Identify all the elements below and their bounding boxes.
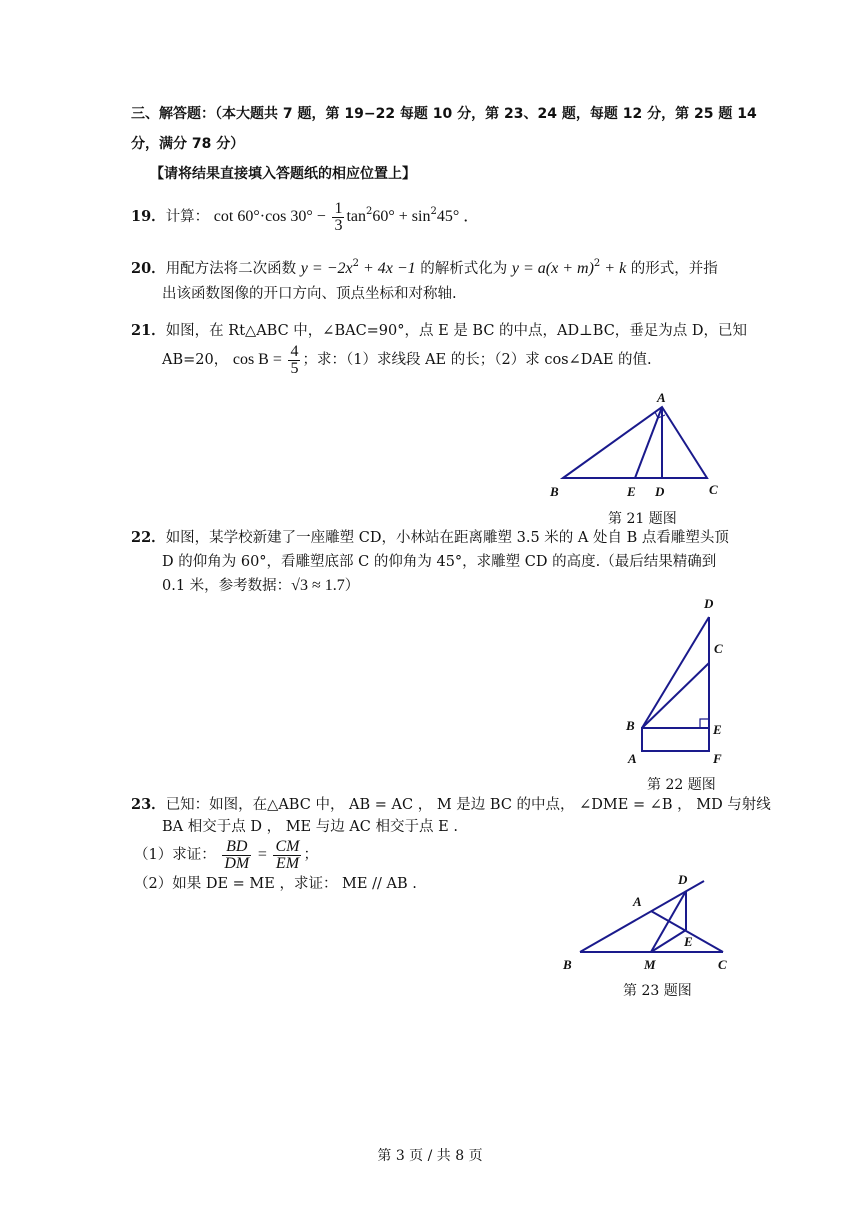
section-instruction: 【请将结果直接填入答题纸的相应位置上】 [150,166,416,182]
question-23-line2: BA 相交于点 D ， ME 与边 AC 相交于点 E . [162,819,458,835]
fig23-label-d: D [678,872,688,887]
fig22-label-c: C [714,641,723,656]
question-21-line2 [162,343,652,377]
section-title-line1: 三、解答题：（本大题共 7 题，第 19−22 每题 10 分，第 23、24 题，每题 12 分，第 25 题 14 [131,106,757,122]
q22-text3b: ） [344,578,360,594]
fig21-label-a: A [657,390,666,405]
figure-22 [620,595,730,770]
q21-fraction [288,344,300,377]
fraction-denominator: 5 [290,359,299,377]
fig22-rect-abef [642,728,709,751]
q22-text3a: 0.1 米，参考数据： [162,578,292,594]
q20-formula1-sup: 2 [352,258,359,269]
q23-fraction-bd-dm [222,839,251,872]
q21-cos: cos B = [232,351,282,368]
q23-equals: = [257,846,267,863]
q23-text1: 已知：如图，在△ABC 中， AB = AC ， M 是边 BC 的中点， ∠DME = ∠B ， MD 与射线 [165,797,771,813]
q20-text1: 用配方法将二次函数 [165,261,297,277]
fig23-label-e: E [684,934,693,949]
question-23-part1 [134,838,318,872]
q23-part1-lead: （1）求证： [134,847,216,863]
fraction-numerator: CM [275,837,300,855]
question-21-line1 [131,320,747,342]
question-20-line1 [131,258,718,280]
q22-sqrt-ref: √3 ≈ 1.7 [291,577,345,594]
q19-sup2: 2 [430,206,437,217]
fig21-label-c: C [709,482,718,497]
fig22-right-angle-mark [700,719,709,728]
q19-sup1: 2 [365,206,373,217]
fig22-label-a: A [628,751,637,766]
q19-expr-d: 45° ． [436,208,480,225]
q19-expr-c: 60° + sin [372,208,431,225]
fig23-segment-md [651,891,686,952]
section-title-line2: 分，满分 78 分） [131,136,245,152]
q19-fraction [332,201,344,234]
q23-fraction-cm-em [273,839,301,872]
fraction-denominator: DM [224,854,250,872]
figure-23-caption: 第 23 题图 [623,983,692,999]
figure-21 [545,390,745,505]
fraction-numerator: BD [222,839,251,856]
q22-text1: 如图，某学校新建了一座雕塑 CD，小林站在距离雕塑 3.5 米的 A 处自 B 点看雕塑头顶 [165,530,729,546]
question-22-line1 [131,527,729,549]
q20-formula1-b: + 4x −1 [358,260,416,277]
fig22-label-f: F [713,751,722,766]
question-23-part2: （2）如果 DE = ME ，求证： ME // AB . [134,876,417,892]
q20-formula2-sup: 2 [593,258,601,269]
q23-part1-end: ； [303,847,318,863]
question-number: 23． [131,796,166,813]
fraction-numerator: 1 [334,199,343,217]
fig22-label-d: D [704,596,714,611]
figure-21-caption: 第 21 题图 [608,511,677,527]
fig21-triangle [563,407,707,478]
question-20-line2: 出该函数图像的开口方向、顶点坐标和对称轴. [162,286,457,302]
fraction-denominator: EM [275,854,300,872]
fig22-label-b: B [626,718,635,733]
fig23-label-c: C [718,957,727,972]
q21-given: AB=20， [162,352,229,368]
q20-text2: 的解析式化为 [420,261,508,277]
fig21-label-d: D [655,484,665,499]
q19-lead: 计算： [165,209,210,225]
question-23-line1 [131,794,771,816]
fig21-label-e: E [627,484,636,499]
fig23-label-m: M [644,957,656,972]
question-19 [131,200,479,234]
fig21-label-b: B [550,484,559,499]
question-number: 20． [131,260,166,277]
question-number: 21． [131,322,166,339]
fig22-label-e: E [713,722,722,737]
q21-text1: 如图，在 Rt△ABC 中，∠BAC=90°，点 E 是 BC 的中点，AD⊥BC，垂足为点 D，已知 [165,323,748,339]
q19-expr-b: tan [346,208,366,225]
q20-formula2-b: + k [600,260,627,277]
q20-formula1: y = −2x [300,260,353,277]
q19-expr-a: cot 60°·cos 30° − [213,208,326,225]
page-footer: 第 3 页 / 共 8 页 [377,1148,483,1164]
figure-22-caption: 第 22 题图 [647,777,716,793]
figure-23 [560,870,740,975]
question-number: 22． [131,529,166,546]
question-22-line3 [162,575,359,597]
q20-text3: 的形式，并指 [630,261,718,277]
fig23-label-b: B [563,957,572,972]
question-22-line2: D 的仰角为 60°，看雕塑底部 C 的仰角为 45°，求雕塑 CD 的高度.（最后结果精确到 [162,554,717,570]
q21-asks: ；求：（1）求线段 AE 的长；（2）求 cos∠DAE 的值. [302,352,652,368]
q20-formula2: y = a(x + m) [511,260,594,277]
fraction-numerator: 4 [290,342,299,360]
fig23-label-a: A [633,894,642,909]
question-number: 19． [131,208,166,225]
fraction-denominator: 3 [334,216,343,234]
